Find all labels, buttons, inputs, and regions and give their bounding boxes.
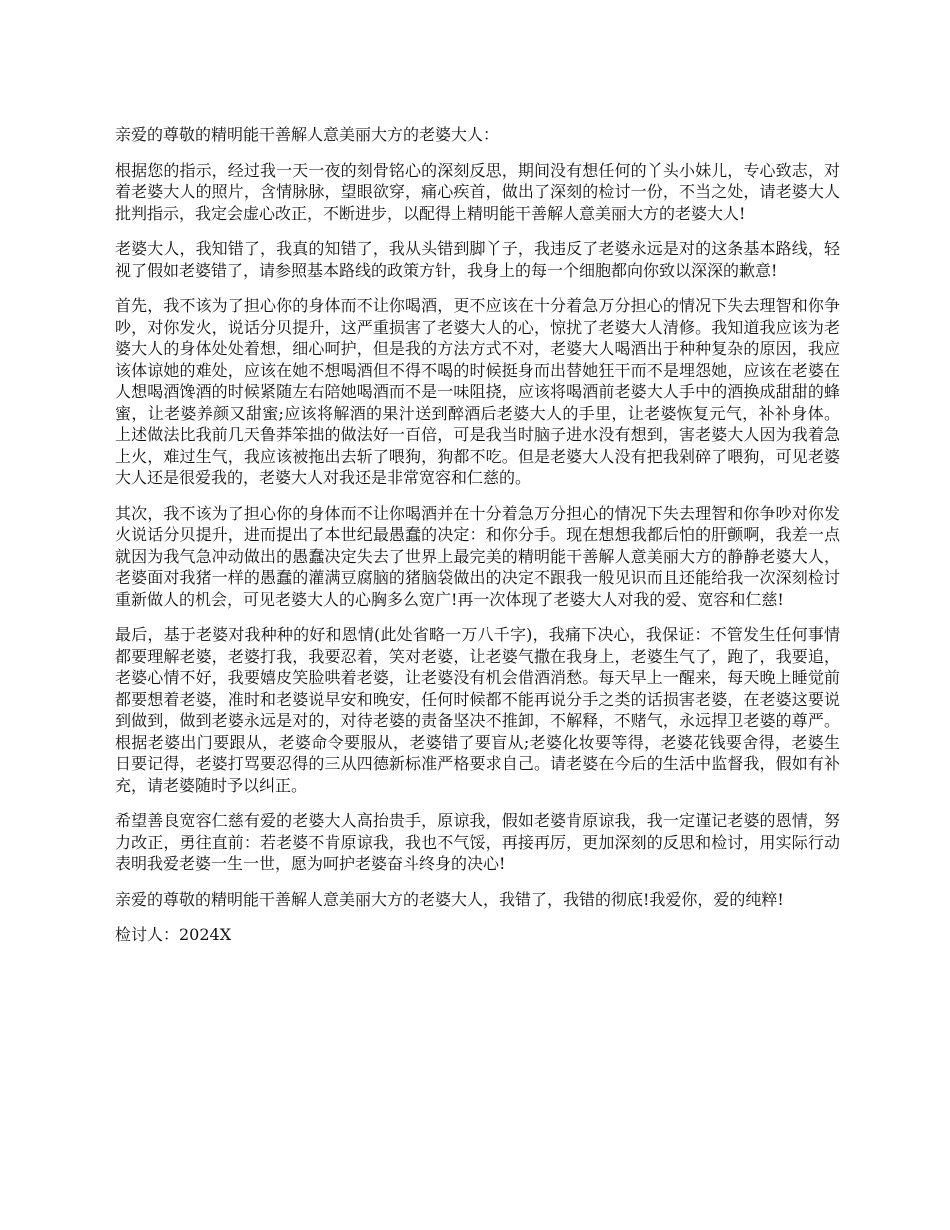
paragraph-1: 根据您的指示，经过我一天一夜的刻骨铭心的深刻反思，期间没有想任何的丫头小妹儿，专心致志，对着老婆大人的照片，含情脉脉，望眼欲穿，痛心疾首，做出了深刻的检讨一份，不当之处，请老婆大人批判指示，我定会虚心改正，不断进步，以配得上精明能干善解人意美丽大方的老婆大人!: [115, 160, 840, 223]
paragraph-2: 老婆大人，我知错了，我真的知错了，我从头错到脚丫子，我违反了老婆永远是对的这条基本路线，轻视了假如老婆错了，请参照基本路线的政策方针，我身上的每一个细胞都向你致以深深的歉意!: [115, 239, 840, 280]
letter-greeting: 亲爱的尊敬的精明能干善解人意美丽大方的老婆大人：: [115, 125, 500, 144]
paragraph-3: 首先，我不该为了担心你的身体而不让你喝酒，更不应该在十分着急万分担心的情况下失去理智和你争吵，对你发火，说话分贝提升，这严重损害了老婆大人的心，惊扰了老婆大人清修。我知道我应该为老婆大人的身体处处着想，细心呵护，但是我的方法方式不对，老婆大人喝酒出于种种复杂的原因，我应该体谅她的难处，应该在她不想喝酒但不得不喝的时候挺身而出替她狂干而不是埋怨她，应该在老婆在人想喝酒馋酒的时候紧随左右陪她喝酒而不是一味阻挠，应该将喝酒前老婆大人手中的酒换成甜甜的蜂蜜，让老婆养颜又甜蜜;应该将解酒的果汁送到醉酒后老婆大人的手里，让老婆恢复元气，补补身体。上述做法比我前几天鲁莽笨拙的做法好一百倍，可是我当时脑子进水没有想到，害老婆大人因为我着急上火，难过生气，我应该被拖出去斩了喂狗，狗都不吃。但是老婆大人没有把我剁碎了喂狗，可见老婆大人还是很爱我的，老婆大人对我还是非常宽容和仁慈的。: [115, 296, 840, 487]
paragraph-5: 最后，基于老婆对我种种的好和恩情(此处省略一万八千字)，我痛下决心，我保证：不管发生任何事情都要理解老婆，老婆打我，我要忍着，笑对老婆，让老婆气撒在我身上，老婆生气了，跑了，我要追，老婆心情不好，我要嬉皮笑脸哄着老婆，让老婆没有机会借酒消愁。每天早上一醒来，每天晚上睡觉前都要想着老婆，准时和老婆说早安和晚安，任何时候都不能再说分手之类的话损害老婆，在老婆这要说到做到，做到老婆永远是对的，对待老婆的责备坚决不推卸，不解释，不赌气，永远捍卫老婆的尊严。根据老婆出门要跟从，老婆命令要服从，老婆错了要盲从;老婆化妆要等得，老婆花钱要舍得，老婆生日要记得，老婆打骂要忍得的三从四德新标准严格要求自己。请老婆在今后的生活中监督我，假如有补充，请老婆随时予以纠正。: [115, 625, 840, 795]
letter-signature: 检讨人：2024X: [115, 925, 232, 944]
paragraph-4: 其次，我不该为了担心你的身体而不让你喝酒并在十分着急万分担心的情况下失去理智和你争吵对你发火说话分贝提升，进而提出了本世纪最愚蠢的决定：和你分手。现在想想我都后怕的肝颤啊，我差一点就因为我气急冲动做出的愚蠢决定失去了世界上最完美的精明能干善解人意美丽大方的静静老婆大人，老婆面对我猪一样的愚蠢的灌满豆腐脑的猪脑袋做出的决定不跟我一般见识而且还能给我一次深刻检讨重新做人的机会，可见老婆大人的心胸多么宽广!再一次体现了老婆大人对我的爱、宽容和仁慈!: [115, 503, 840, 609]
paragraph-7: 亲爱的尊敬的精明能干善解人意美丽大方的老婆大人，我错了，我错的彻底!我爱你，爱的纯粹!: [115, 889, 784, 909]
letter-body: [115, 124, 840, 960]
paragraph-6: 希望善良宽容仁慈有爱的老婆大人高抬贵手，原谅我，假如老婆肯原谅我，我一定谨记老婆的恩情，努力改正，勇往直前：若老婆不肯原谅我，我也不气馁，再接再厉，更加深刻的反思和检讨，用实际行动表明我爱老婆一生一世，愿为呵护老婆奋斗终身的决心!: [115, 811, 840, 873]
